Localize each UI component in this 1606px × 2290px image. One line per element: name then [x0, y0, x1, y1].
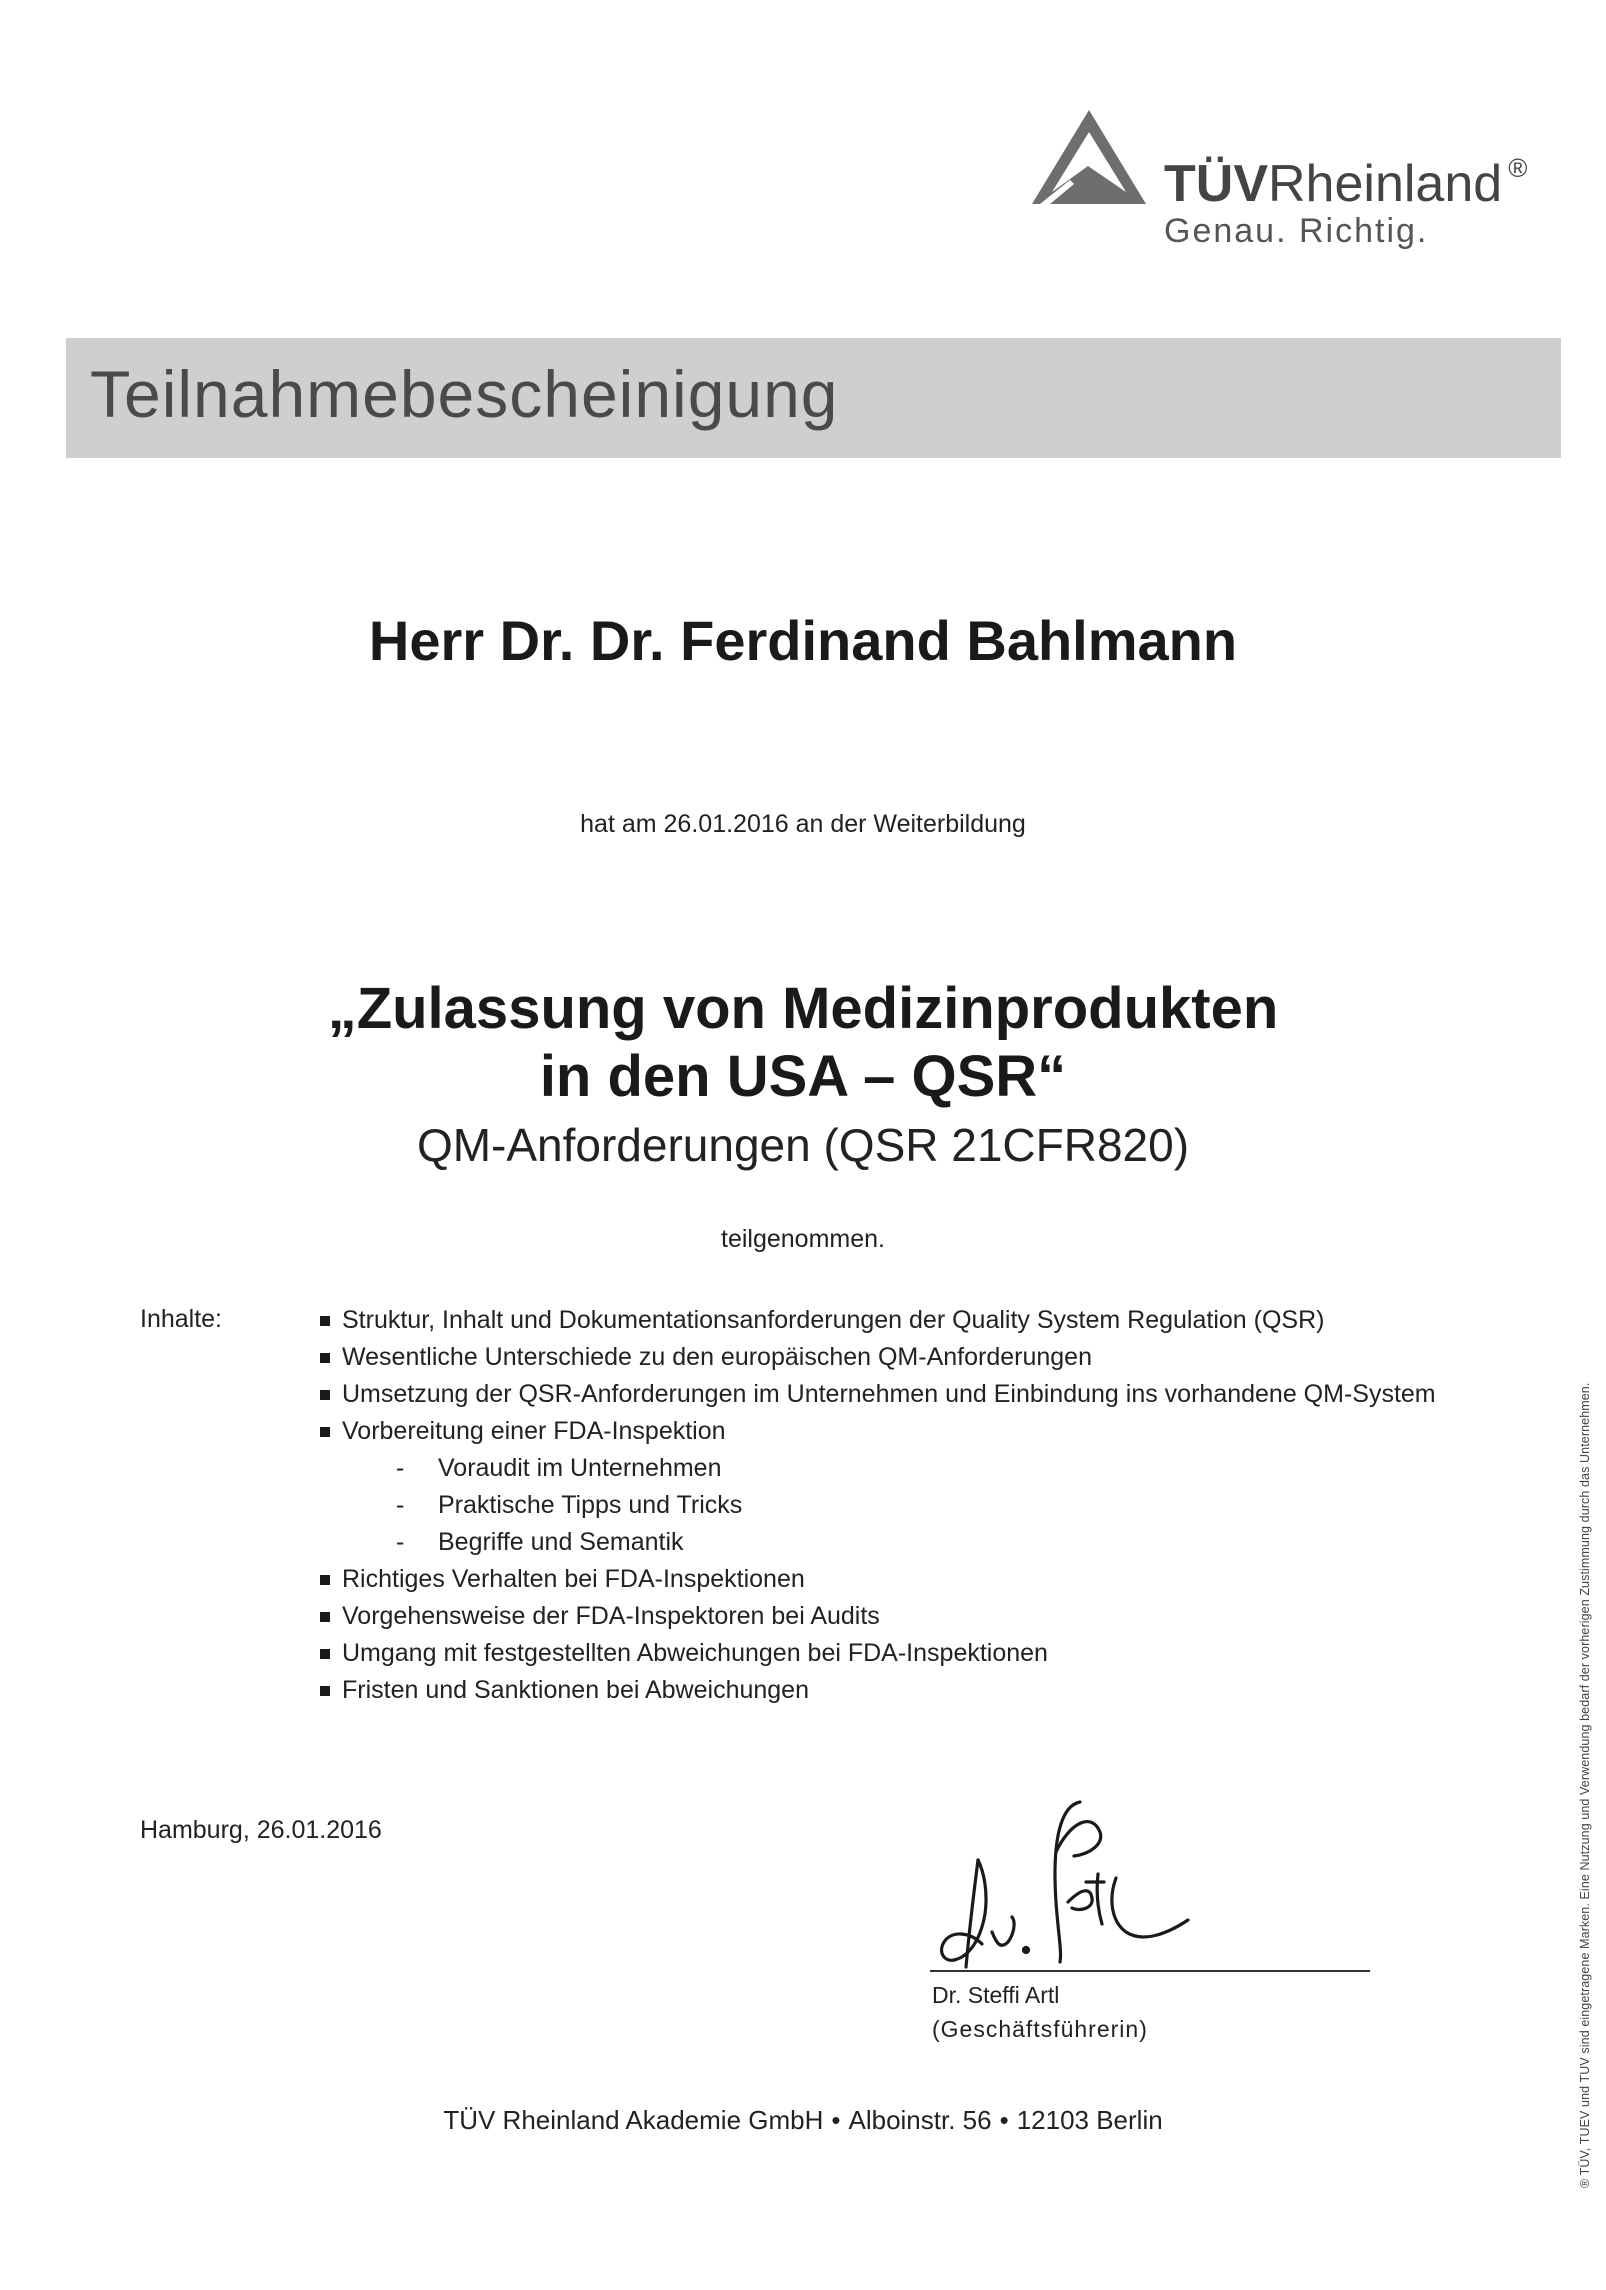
signer-role: (Geschäftsführerin): [932, 2016, 1148, 2042]
footer-street: Alboinstr. 56: [848, 2105, 992, 2135]
footer-address: [0, 2105, 1606, 2136]
contents-subitem: - Voraudit im Unternehmen: [318, 1450, 1478, 1487]
contents-item: Fristen und Sanktionen bei Abweichungen: [318, 1672, 1478, 1709]
completed-text: teilgenommen.: [721, 1225, 885, 1253]
contents-label: Inhalte:: [140, 1305, 223, 1333]
course-title-line2: in den USA – QSR“: [539, 1044, 1067, 1109]
course-subtitle: QM-Anforderungen (QSR 21CFR820): [416, 1119, 1190, 1171]
contents-item: Umsetzung der QSR-Anforderungen im Unternehmen und Einbindung ins vorhandene QM-System: [318, 1376, 1478, 1413]
logo-brand: [1164, 138, 1527, 214]
contents-item: Vorbereitung einer FDA-Inspektion: [318, 1413, 1478, 1450]
separator-dot-icon: •: [831, 2105, 841, 2135]
recipient-name: Herr Dr. Dr. Ferdinand Bahlmann: [368, 609, 1238, 672]
title-band: [66, 338, 1561, 458]
logo-brand-regular: Rheinland: [1268, 155, 1503, 213]
contents-list: [318, 1302, 1478, 1709]
side-legal-note: [1577, 1238, 1593, 2188]
place-date: Hamburg, 26.01.2016: [140, 1816, 382, 1844]
contents-subitem: - Begriffe und Semantik: [318, 1524, 1478, 1561]
contents-item: Richtiges Verhalten bei FDA-Inspektionen: [318, 1561, 1478, 1598]
handwritten-signature: [930, 1782, 1230, 1972]
logo-brand-bold: TÜV: [1164, 155, 1268, 213]
registered-mark: ®: [1508, 153, 1528, 183]
course-title-line1: „Zulassung von Medizinprodukten: [327, 976, 1279, 1041]
contents-item: Umgang mit festgestellten Abweichungen bei FDA-Inspektionen: [318, 1635, 1478, 1672]
side-legal-note-text: ® TÜV, TUEV und TUV sind eingetragene Marken. Eine Nutzung und Verwendung bedarf der vorherigen Zustimmung durch das Unternehmen.: [1578, 1382, 1592, 2188]
footer-city: 12103 Berlin: [1016, 2105, 1163, 2135]
tuv-rheinland-logo: [1030, 108, 1590, 258]
signer-name: Dr. Steffi Artl: [932, 1982, 1060, 2008]
certificate-title: Teilnahmebescheinigung: [90, 357, 839, 431]
contents-item: Wesentliche Unterschiede zu den europäischen QM-Anforderungen: [318, 1339, 1478, 1376]
contents-subitem: - Praktische Tipps und Tricks: [318, 1487, 1478, 1524]
logo-tagline: Genau. Richtig.: [1164, 212, 1429, 250]
footer-company: TÜV Rheinland Akademie GmbH: [443, 2105, 824, 2135]
separator-dot-icon: •: [999, 2105, 1009, 2135]
intro-text: hat am 26.01.2016 an der Weiterbildung: [580, 810, 1026, 838]
contents-item: Struktur, Inhalt und Dokumentationsanforderungen der Quality System Regulation (QSR): [318, 1302, 1478, 1339]
signature-line: [930, 1970, 1370, 1972]
tuv-triangle-logo-icon: [1030, 108, 1148, 206]
contents-item: Vorgehensweise der FDA-Inspektoren bei Audits: [318, 1598, 1478, 1635]
